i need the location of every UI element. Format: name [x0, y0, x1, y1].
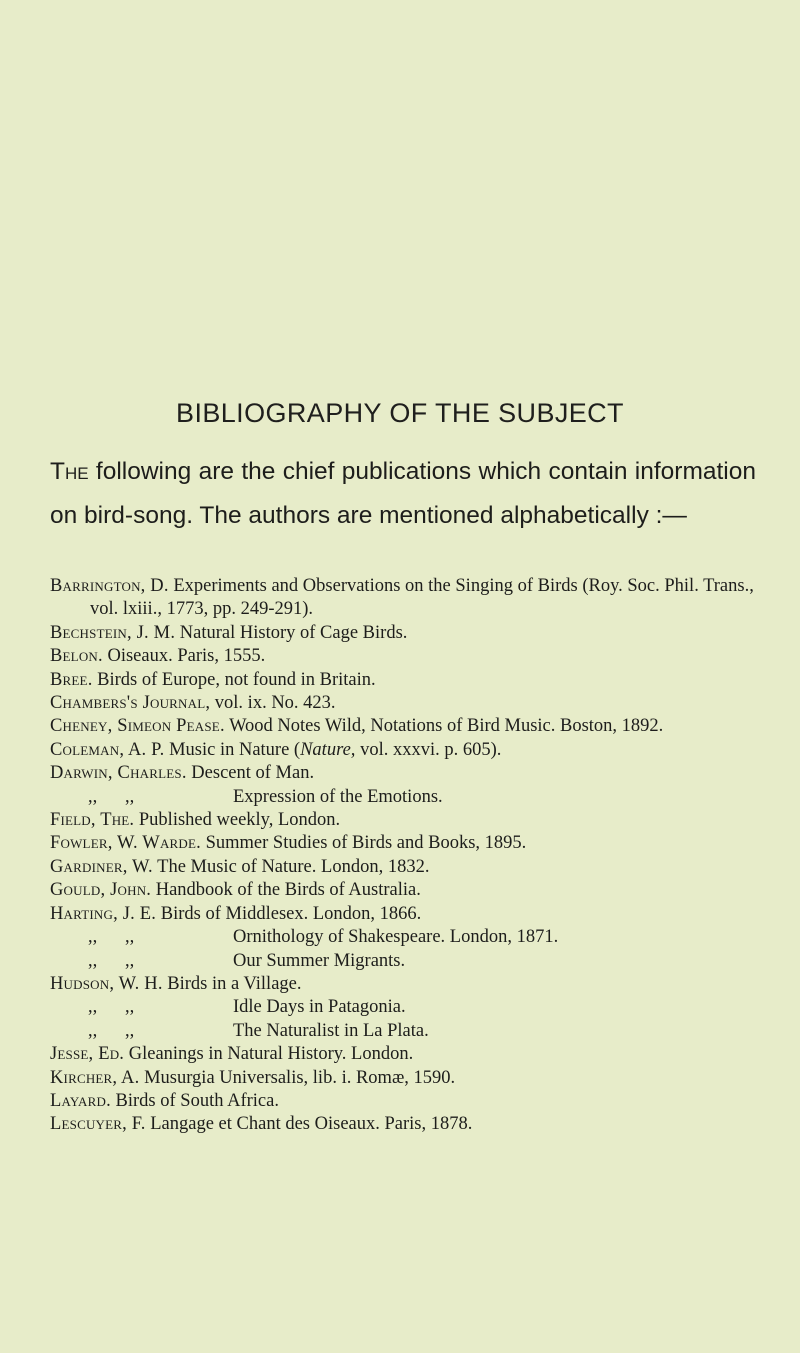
- bibliography-entry-ditto: [50, 786, 770, 809]
- page-heading: BIBLIOGRAPHY OF THE SUBJECT: [176, 398, 624, 428]
- entry-text: Handbook of the Birds of Australia.: [155, 880, 421, 901]
- entry-author: Darwin, Charles.: [50, 763, 187, 784]
- entry-text: Expression of the Emotions.: [233, 786, 443, 807]
- intro-lead-word: The: [50, 458, 89, 485]
- bibliography-entry-ditto: [50, 1020, 770, 1043]
- entry-text: Ornithology of Shakespeare. London, 1871.: [233, 927, 559, 948]
- entry-text: Descent of Man.: [191, 763, 315, 784]
- ditto-marks: ,, ,,: [88, 786, 135, 807]
- entry-text: Gleanings in Natural History. London.: [128, 1044, 414, 1065]
- entry-text: The Music of Nature. London, 1832.: [157, 856, 430, 877]
- entry-author: Field, The.: [50, 810, 135, 831]
- bibliography-list: [50, 575, 770, 1137]
- bibliography-entry: [50, 645, 770, 668]
- entry-text: Langage et Chant des Oiseaux. Paris, 1878.: [150, 1114, 473, 1135]
- ditto-marks: ,, ,,: [88, 927, 135, 948]
- entry-author: Fowler, W. Warde.: [50, 833, 201, 854]
- bibliography-entry: [50, 879, 770, 902]
- bibliography-entry: [50, 973, 770, 996]
- entry-author: Coleman, A. P.: [50, 739, 165, 760]
- entry-text: The Naturalist in La Plata.: [233, 1020, 429, 1041]
- entry-author: Gould, John.: [50, 880, 152, 901]
- entry-author: Barrington, D.: [50, 576, 169, 596]
- bibliography-entry: [50, 692, 770, 715]
- entry-text: Summer Studies of Birds and Books, 1895.: [205, 833, 527, 854]
- entry-text: Oiseaux. Paris, 1555.: [107, 646, 266, 667]
- ditto-marks: ,, ,,: [88, 950, 135, 971]
- bibliography-entry: [50, 903, 770, 926]
- bibliography-entry: [50, 762, 770, 785]
- entry-author: Cheney, Simeon Pease.: [50, 716, 225, 737]
- entry-text: Idle Days in Patagonia.: [233, 997, 406, 1018]
- bibliography-entry: [50, 1113, 770, 1136]
- bibliography-entry-ditto: [50, 996, 770, 1019]
- intro-paragraph: [50, 450, 756, 538]
- entry-text: vol. ix. No. 423.: [214, 693, 336, 714]
- entry-author: Gardiner, W.: [50, 856, 153, 877]
- entry-author: Bree.: [50, 669, 93, 690]
- entry-text: Experiments and Observations on the Singing of Birds (Roy. Soc. Phil. Trans., vol. lxiii., 1773, pp. 249-291).: [90, 576, 754, 620]
- entry-author: Lescuyer, F.: [50, 1114, 146, 1135]
- bibliography-entry: [50, 809, 770, 832]
- entry-author: Harting, J. E.: [50, 903, 157, 924]
- bibliography-entry: [50, 832, 770, 855]
- entry-author: Hudson, W. H.: [50, 973, 163, 994]
- entry-author: Jesse, Ed.: [50, 1044, 125, 1065]
- entry-text: Musurgia Universalis, lib. i. Romæ, 1590.: [144, 1067, 456, 1088]
- bibliography-entry: [50, 575, 770, 622]
- bibliography-entry: [50, 1090, 770, 1113]
- entry-journal-title: Nature,: [300, 739, 356, 760]
- bibliography-entry: [50, 856, 770, 879]
- entry-author: Layard.: [50, 1090, 111, 1111]
- bibliography-entry: [50, 622, 770, 645]
- bibliography-entry: [50, 715, 770, 738]
- entry-text: Birds of South Africa.: [115, 1090, 279, 1111]
- entry-text: Natural History of Cage Birds.: [179, 622, 408, 643]
- bibliography-entry: [50, 1043, 770, 1066]
- bibliography-entry: [50, 669, 770, 692]
- bibliography-entry: [50, 1067, 770, 1090]
- entry-author: Chambers's Journal,: [50, 693, 211, 714]
- entry-author: Belon.: [50, 646, 103, 667]
- entry-text: Birds in a Village.: [167, 973, 302, 994]
- bibliography-entry: [50, 739, 770, 762]
- bibliography-entry-ditto: [50, 926, 770, 949]
- ditto-marks: ,, ,,: [88, 1020, 135, 1041]
- entry-text: Birds of Middlesex. London, 1866.: [160, 903, 422, 924]
- entry-text-after: vol. xxxvi. p. 605).: [355, 739, 502, 760]
- entry-author: Kircher, A.: [50, 1067, 140, 1088]
- entry-text-before: Music in Nature (: [169, 739, 301, 760]
- entry-text: Our Summer Migrants.: [233, 950, 406, 971]
- intro-text: following are the chief publications which contain information on bird-song. The authors are mentioned alphabetically :—: [50, 458, 756, 529]
- bibliography-entry-ditto: [50, 950, 770, 973]
- entry-author: Bechstein, J. M.: [50, 622, 176, 643]
- entry-text: Published weekly, London.: [138, 810, 341, 831]
- entry-text: Wood Notes Wild, Notations of Bird Music. Boston, 1892.: [229, 716, 664, 737]
- ditto-marks: ,, ,,: [88, 997, 135, 1018]
- entry-text: Birds of Europe, not found in Britain.: [97, 669, 376, 690]
